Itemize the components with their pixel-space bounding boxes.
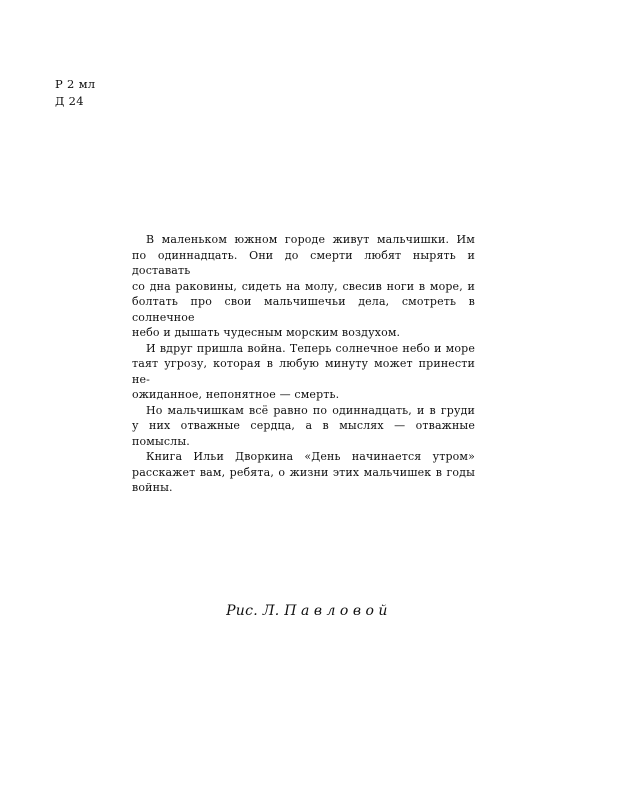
annotation-line: со дна раковины, сидеть на молу, свесив ноги в море, и [132,279,475,293]
annotation-paragraph [132,449,475,496]
annotation-line: таят угрозу, которая в любую минуту может принести не- [132,357,475,386]
illustrator-name: Павловой [284,603,392,619]
annotation-line: И вдруг пришла война. Теперь солнечное небо и море [146,341,475,355]
annotation-paragraph [132,403,475,450]
illustrator-credit [0,603,618,619]
annotation-line: у них отважные сердца, а в мыслях — отважные помыслы. [132,419,475,448]
catalog-index-line: Р 2 мл [55,77,96,91]
annotation-line: Книга Ильи Дворкина «День начинается утром» [146,450,475,463]
annotation-line: войны. [132,481,173,494]
catalog-index-line: Д 24 [55,94,84,108]
annotation-line: ожиданное, непонятное — смерть. [132,388,340,401]
annotation-line: В маленьком южном городе живут мальчишки. Им [146,233,475,246]
annotation-line: небо и дышать чудесным морским воздухом. [132,326,401,339]
book-annotation [132,232,475,496]
annotation-paragraph [132,341,475,403]
annotation-line: болтать про свои мальчишечьи дела, смотреть в солнечное [132,295,475,324]
annotation-paragraph [132,232,475,341]
annotation-line: расскажет вам, ребята, о жизни этих мальчишек в годы [132,465,475,479]
annotation-line: Но мальчишкам всё равно по одиннадцать, и в груди [146,403,475,417]
annotation-line: по одиннадцать. Они до смерти любят нырять и доставать [132,248,475,277]
catalog-index [55,76,95,110]
illustrator-credit-prefix: Рис. Л. [226,603,280,619]
